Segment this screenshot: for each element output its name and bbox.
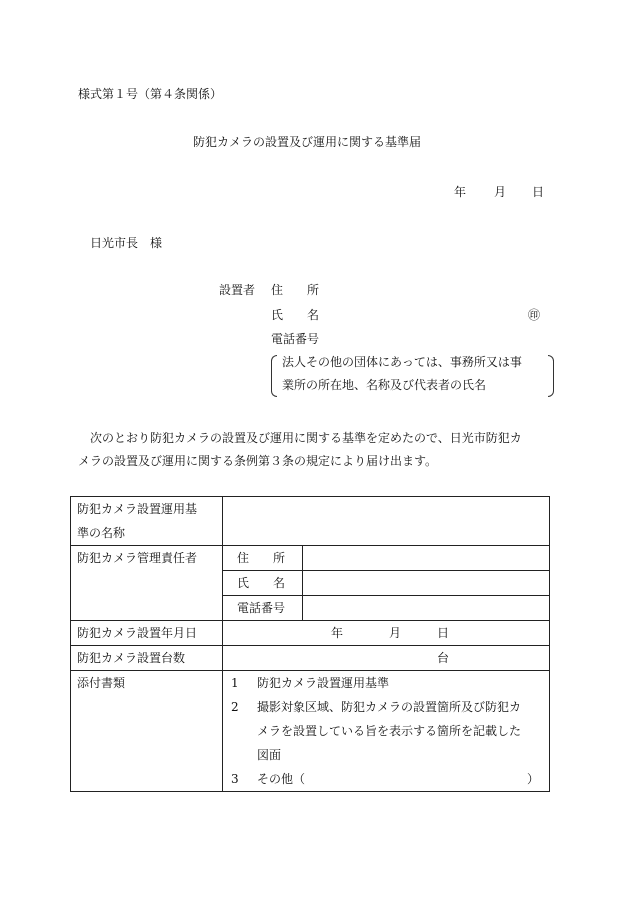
standard-name-value[interactable] (223, 497, 550, 546)
manager-name-value[interactable] (303, 571, 550, 596)
standard-name-label-line2: 準の名称 (77, 526, 126, 540)
installer-label: 設置者 (219, 283, 256, 297)
body-text-line2: メラの設置及び運用に関する条例第３条の規定により届け出ます。 (78, 454, 438, 468)
attachment-number: 3 (231, 772, 239, 786)
document-title: 防犯カメラの設置及び運用に関する基準届 (193, 135, 422, 149)
manager-label: 防犯カメラ管理責任者 (71, 546, 223, 621)
camera-count-value[interactable] (223, 646, 550, 671)
table-row-install-date (71, 621, 550, 646)
attachments-list (223, 671, 550, 792)
attachment-item-2 (231, 695, 549, 719)
table-row-standard-name (71, 497, 550, 546)
install-date-day: 日 (437, 626, 450, 640)
standard-name-label (71, 497, 223, 546)
attachment-item-1 (231, 671, 549, 695)
note-right-bracket (548, 355, 554, 397)
body-text-line1: 次のとおり防犯カメラの設置及び運用に関する基準を定めたので、日光市防犯カ (90, 431, 522, 445)
date-day-label: 日 (532, 185, 545, 199)
attachment-item-2-continued: 図面 (257, 748, 282, 762)
table-row-camera-count (71, 646, 550, 671)
installer-note-line2: 業所の所在地、名称及び代表者の氏名 (282, 378, 487, 392)
attachment-number: 1 (231, 676, 239, 690)
installer-address-label: 住 所 (271, 283, 320, 297)
camera-count-label: 防犯カメラ設置台数 (71, 646, 223, 671)
install-date-month: 月 (389, 626, 402, 640)
date-month-label: 月 (494, 185, 507, 199)
manager-name-label: 氏 名 (223, 571, 303, 596)
attachment-item-2-continued: メラを設置している旨を表示する箇所を記載した (257, 724, 522, 738)
manager-phone-value[interactable] (303, 596, 550, 621)
seal-mark: ㊞ (528, 308, 541, 322)
install-date-value[interactable] (223, 621, 550, 646)
notification-table (70, 496, 550, 792)
attachment-close-paren: ） (527, 772, 540, 786)
manager-address-label: 住 所 (223, 546, 303, 571)
install-date-label: 防犯カメラ設置年月日 (71, 621, 223, 646)
installer-phone-label: 電話番号 (271, 332, 320, 346)
attachment-text: 撮影対象区域、防犯カメラの設置箇所及び防犯カ (257, 700, 522, 714)
attachment-number: 2 (231, 700, 239, 714)
addressee: 日光市長 様 (90, 236, 163, 250)
table-row-manager-address (71, 546, 550, 571)
install-date-year: 年 (331, 626, 344, 640)
installer-name-label: 氏 名 (271, 308, 320, 322)
installer-note-line1: 法人その他の団体にあっては、事務所又は事 (282, 355, 522, 369)
attachment-text: 防犯カメラ設置運用基準 (257, 676, 390, 690)
attachment-text: その他（ (257, 772, 306, 786)
standard-name-label-line1: 防犯カメラ設置運用基 (77, 502, 198, 516)
manager-address-value[interactable] (303, 546, 550, 571)
attachments-label: 添付書類 (71, 671, 223, 792)
form-number: 様式第１号（第４条関係） (78, 87, 223, 101)
note-left-bracket (271, 355, 277, 397)
date-year-label: 年 (454, 185, 467, 199)
attachment-item-3 (231, 767, 549, 791)
camera-count-unit: 台 (437, 651, 450, 665)
manager-phone-label: 電話番号 (223, 596, 303, 621)
table-row-attachments (71, 671, 550, 792)
